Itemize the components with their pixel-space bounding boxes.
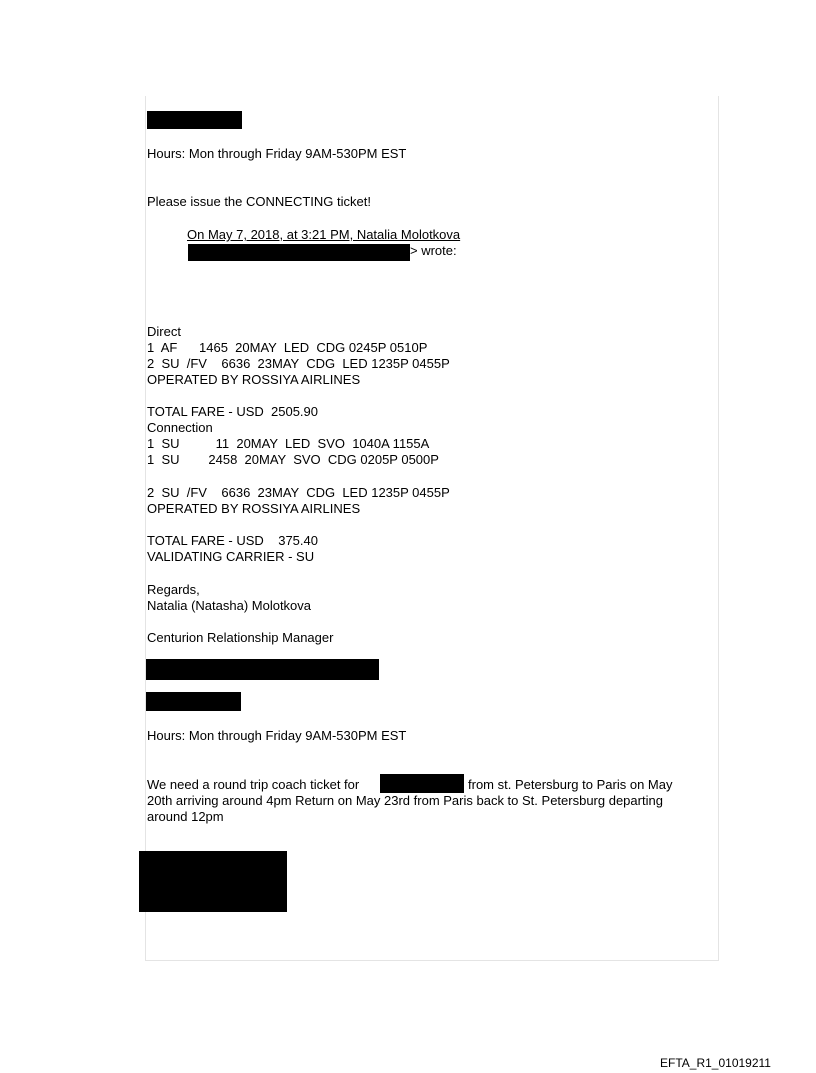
direct-total: TOTAL FARE - USD 2505.90 bbox=[147, 404, 318, 419]
original-request: from st. Petersburg to Paris on May bbox=[468, 777, 673, 792]
hours-line: Hours: Mon through Friday 9AM-530PM EST bbox=[147, 728, 407, 743]
connection-total: TOTAL FARE - USD 375.40 bbox=[147, 533, 318, 548]
hours-line: Hours: Mon through Friday 9AM-530PM EST bbox=[147, 146, 407, 161]
connection-row: 1 SU 2458 20MAY SVO CDG 0205P 0500P bbox=[147, 452, 439, 467]
request-line: Please issue the CONNECTING ticket! bbox=[147, 194, 371, 209]
original-request: We need a round trip coach ticket for bbox=[147, 777, 360, 792]
return-row: OPERATED BY ROSSIYA AIRLINES bbox=[147, 501, 361, 516]
original-request: around 12pm bbox=[147, 809, 224, 824]
validating-carrier: VALIDATING CARRIER - SU bbox=[147, 549, 315, 564]
quote-wrote: > wrote: bbox=[410, 243, 457, 258]
regards: Regards, bbox=[147, 582, 200, 597]
signature-title: Centurion Relationship Manager bbox=[147, 630, 334, 645]
direct-heading: Direct bbox=[147, 324, 181, 339]
redaction-block bbox=[147, 111, 242, 129]
return-row: 2 SU /FV 6636 23MAY CDG LED 1235P 0455P bbox=[147, 485, 450, 500]
quote-header: On May 7, 2018, at 3:21 PM, Natalia Molotkova bbox=[187, 227, 461, 242]
redaction-block bbox=[380, 774, 464, 793]
connection-row: 1 SU 11 20MAY LED SVO 1040A 1155A bbox=[147, 436, 430, 451]
direct-row: 2 SU /FV 6636 23MAY CDG LED 1235P 0455P bbox=[147, 356, 450, 371]
redaction-block bbox=[146, 659, 379, 680]
bates-number: EFTA_R1_01019211 bbox=[660, 1056, 771, 1070]
direct-row: 1 AF 1465 20MAY LED CDG 0245P 0510P bbox=[147, 340, 428, 355]
email-frame bbox=[145, 96, 719, 961]
connection-heading: Connection bbox=[147, 420, 213, 435]
redaction-block bbox=[188, 244, 410, 261]
signature-name: Natalia (Natasha) Molotkova bbox=[147, 598, 312, 613]
redaction-block bbox=[139, 851, 287, 912]
direct-row: OPERATED BY ROSSIYA AIRLINES bbox=[147, 372, 361, 387]
original-request: 20th arriving around 4pm Return on May 23rd from Paris back to St. Petersburg departing bbox=[147, 793, 663, 808]
redaction-block bbox=[146, 692, 241, 711]
